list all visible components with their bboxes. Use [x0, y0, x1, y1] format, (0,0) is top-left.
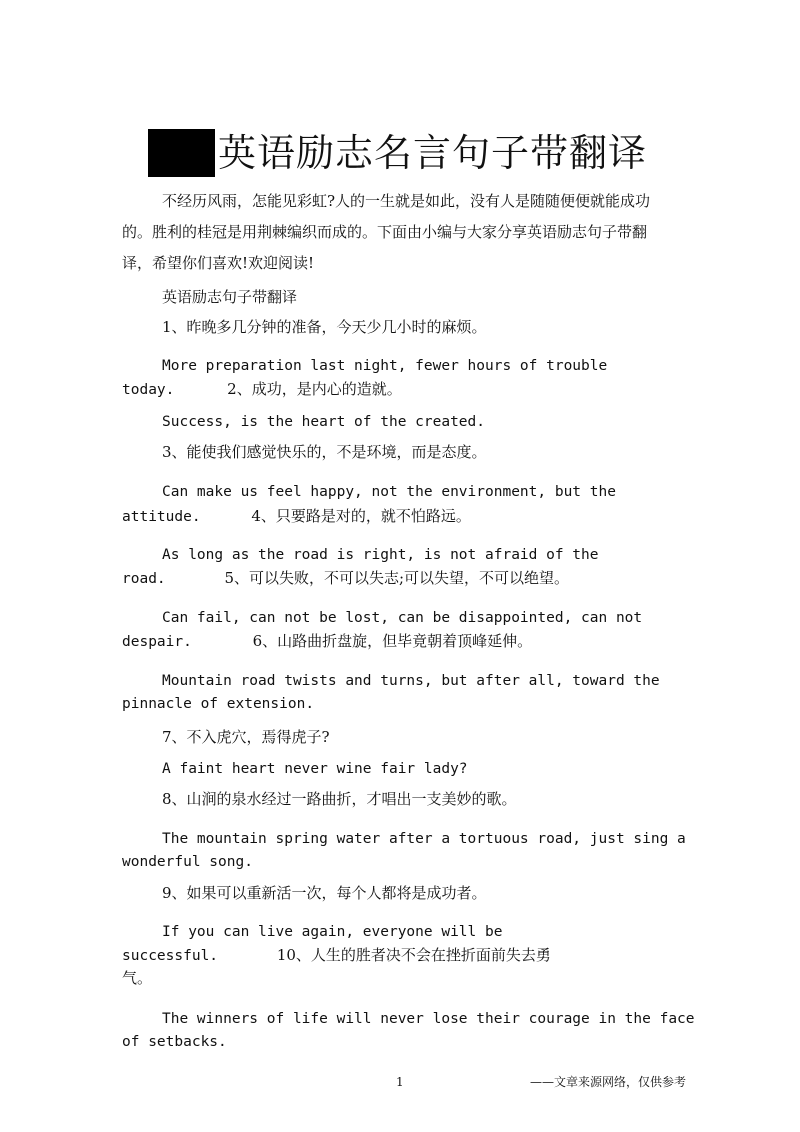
quote-3-chinese: 3、能使我们感觉快乐的，不是环境，而是态度。 — [162, 443, 487, 461]
quote-7-english: A faint heart never wine fair lady? — [162, 761, 468, 777]
subtitle: 英语励志句子带翻译 — [162, 288, 298, 306]
quote-4-chinese: 4、只要路是对的，就不怕路远。 — [251, 507, 471, 525]
quote-6-english-line2: pinnacle of extension. — [122, 696, 315, 712]
quote-10-chinese-line1: 10、人生的胜者决不会在挫折面前失去勇 — [276, 946, 551, 964]
quote-6-english-line1: Mountain road twists and turns, but after all, toward the — [162, 673, 660, 689]
quote-3-english-line1: Can make us feel happy, not the environment, but the — [162, 484, 616, 500]
quote-8-english-line1: The mountain spring water after a tortuous road, just sing a — [162, 831, 686, 847]
quote-1-english-line2: today. — [122, 382, 175, 398]
quote-1-english-line1: More preparation last night, fewer hours of trouble — [162, 358, 608, 374]
quote-4-english-line2: road. — [122, 571, 166, 587]
quote-9-10-line — [122, 944, 551, 967]
page-number: 1 — [396, 1075, 404, 1089]
quote-4-5-line — [122, 567, 569, 590]
quote-1-2-line — [122, 378, 402, 401]
source-note: ——文章来源网络，仅供参考 — [530, 1075, 687, 1089]
quote-10-english-line1: The winners of life will never lose their courage in the face — [162, 1011, 695, 1027]
quote-5-6-line — [122, 630, 532, 653]
page-title: 英语励志名言句子带翻译 — [218, 131, 648, 175]
title-row — [148, 125, 708, 181]
quote-6-chinese: 6、山路曲折盘旋，但毕竟朝着顶峰延伸。 — [252, 632, 533, 650]
quote-3-4-line — [122, 505, 471, 528]
quote-9-english-line1: If you can live again, everyone will be — [162, 924, 503, 940]
intro-line-3: 译，希望你们喜欢!欢迎阅读! — [122, 254, 315, 272]
quote-10-chinese-line2: 气。 — [122, 969, 153, 987]
quote-8-chinese: 8、山涧的泉水经过一路曲折，才唱出一支美妙的歌。 — [162, 790, 517, 808]
quote-1-chinese: 1、昨晚多几分钟的准备，今天少几小时的麻烦。 — [162, 318, 487, 336]
quote-5-english-line1: Can fail, can not be lost, can be disappointed, can not — [162, 610, 643, 626]
quote-9-chinese: 9、如果可以重新活一次，每个人都将是成功者。 — [162, 884, 487, 902]
quote-5-chinese: 5、可以失败，不可以失志;可以失望，不可以绝望。 — [224, 569, 570, 587]
redaction-block — [148, 129, 215, 177]
quote-10-english-line2: of setbacks. — [122, 1034, 227, 1050]
quote-9-english-line2: successful. — [122, 948, 219, 964]
quote-4-english-line1: As long as the road is right, is not afraid of the — [162, 547, 599, 563]
intro-line-2: 的。胜利的桂冠是用荆棘编织而成的。下面由小编与大家分享英语励志句子带翻 — [122, 223, 648, 241]
quote-8-english-line2: wonderful song. — [122, 854, 253, 870]
quote-2-english: Success, is the heart of the created. — [162, 414, 486, 430]
quote-3-english-line2: attitude. — [122, 509, 201, 525]
quote-5-english-line2: despair. — [122, 634, 192, 650]
intro-line-1: 不经历风雨，怎能见彩虹?人的一生就是如此，没有人是随随便便就能成功 — [162, 192, 651, 210]
quote-7-chinese: 7、不入虎穴，焉得虎子? — [162, 728, 330, 746]
quote-2-chinese: 2、成功，是内心的造就。 — [227, 380, 402, 398]
